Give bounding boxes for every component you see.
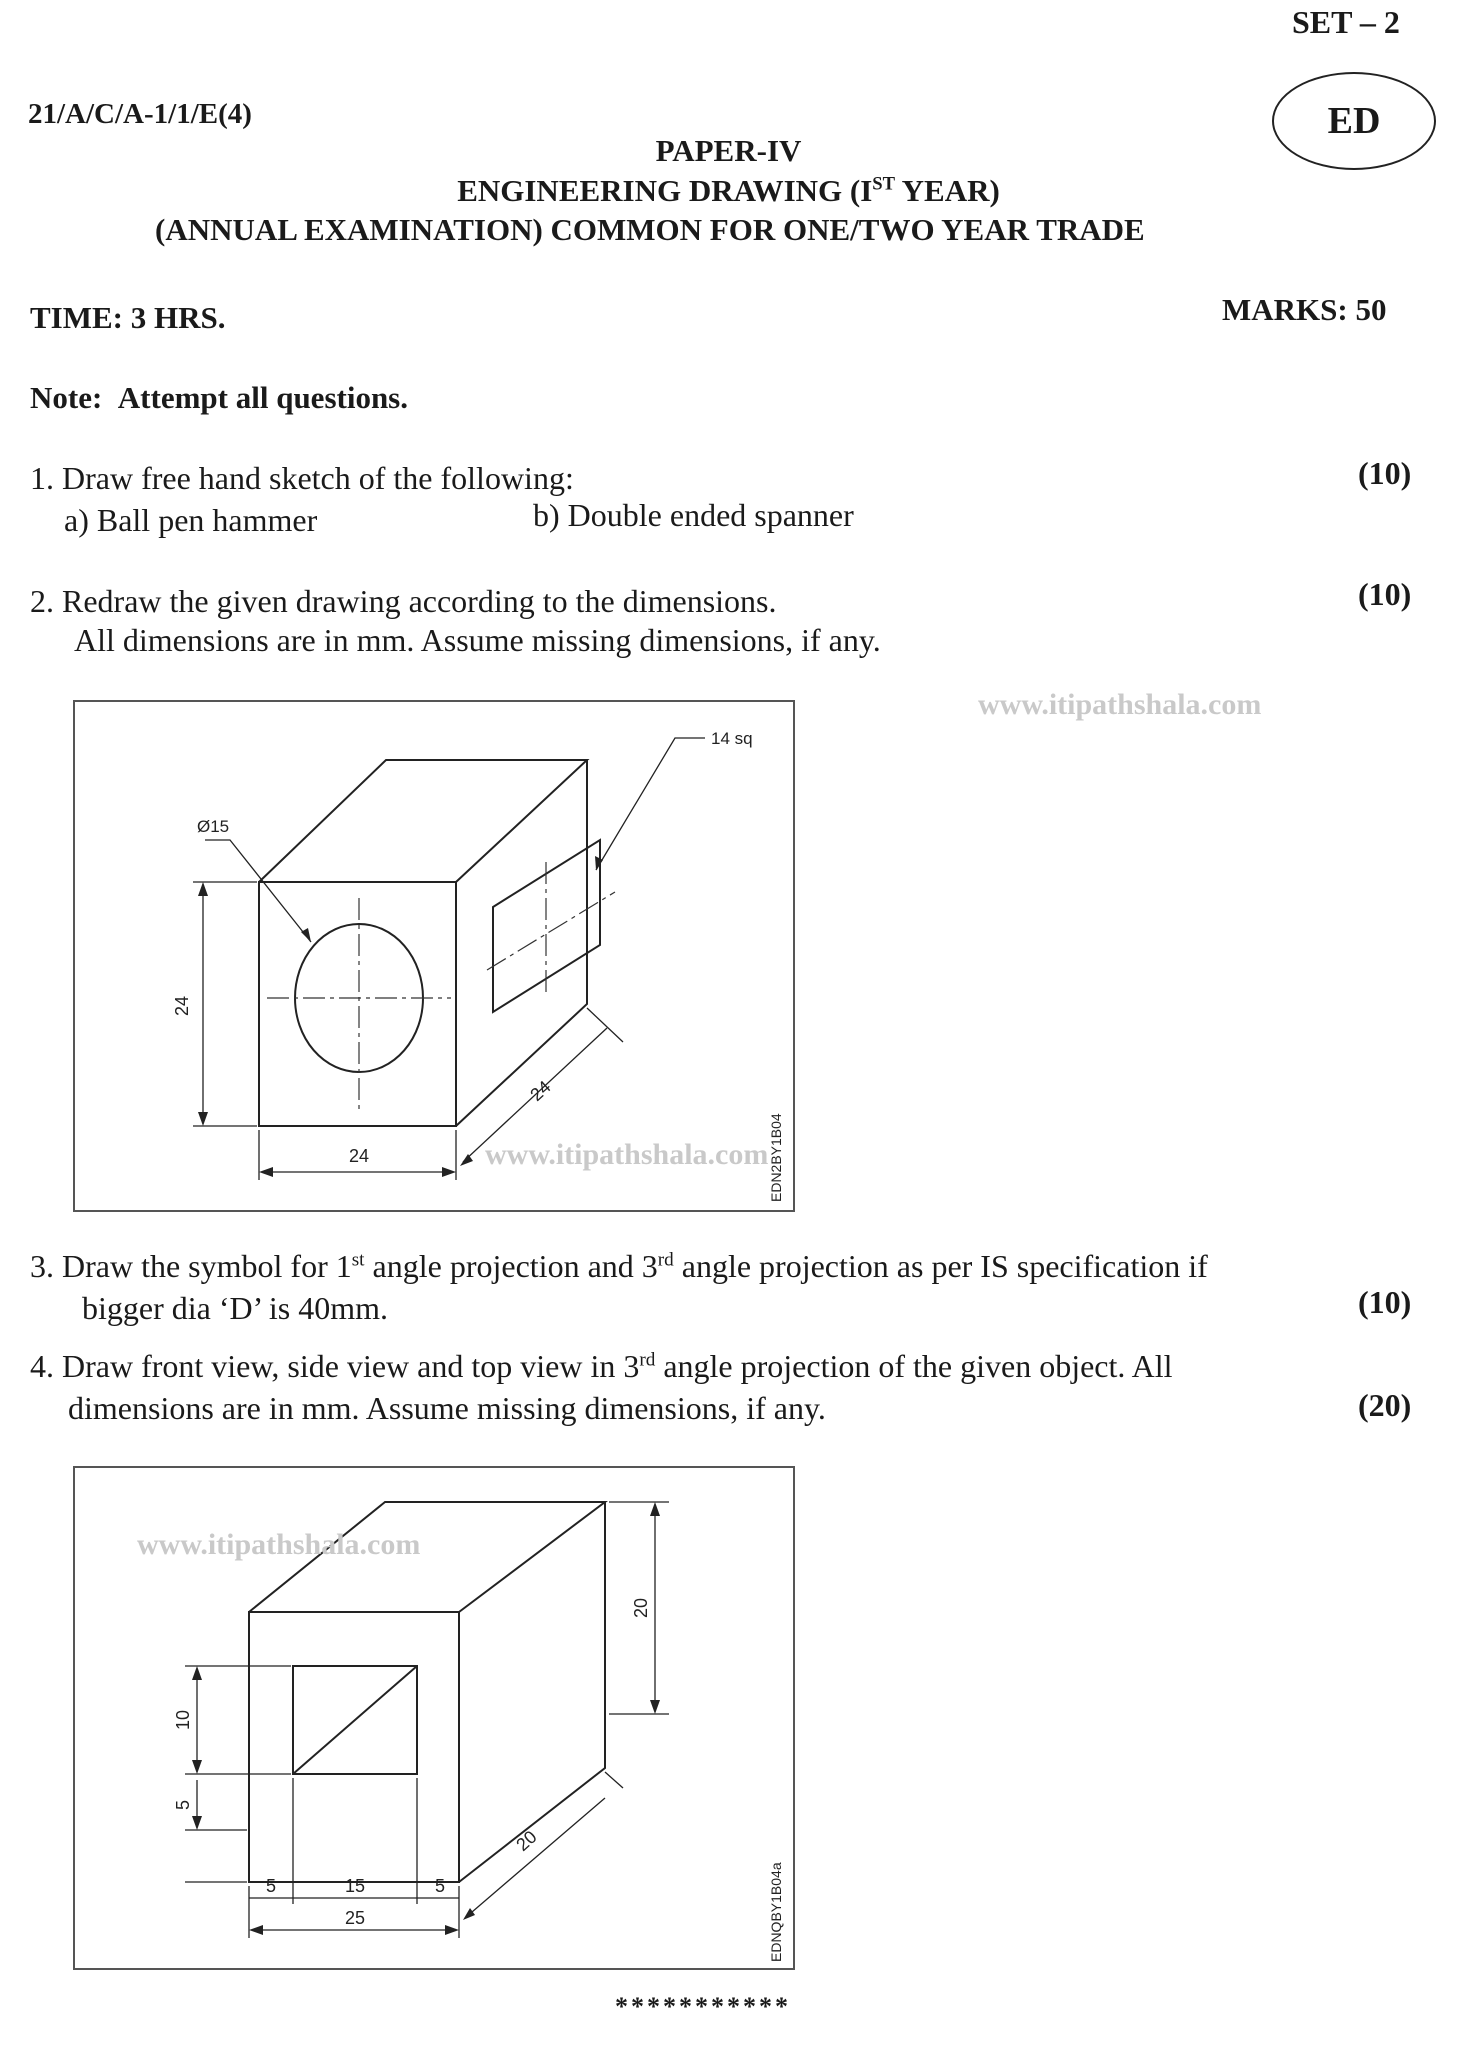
fig1-code: EDN2BY1B04 <box>768 1113 784 1202</box>
paper-number: PAPER-IV <box>655 133 802 168</box>
note <box>30 380 408 416</box>
q2-line2: All dimensions are in mm. Assume missing dimensions, if any. <box>74 622 881 658</box>
exam-title: (ANNUAL EXAMINATION) COMMON FOR ONE/TWO YEAR TRADE <box>155 212 1145 247</box>
fig2-dim-depth-line <box>465 1798 605 1918</box>
q4-t1: Draw front view, side view and top view in 3 <box>62 1348 640 1384</box>
subject-title-pre: ENGINEERING DRAWING (I <box>457 173 873 208</box>
q2-text <box>30 583 776 620</box>
paper-code: 21/A/C/A-1/1/E(4) <box>28 98 252 130</box>
fig2-code: EDNQBY1B04a <box>768 1862 784 1962</box>
q3-text <box>30 1248 1208 1285</box>
q4-marks: (20) <box>1358 1387 1412 1423</box>
q3-marks: (10) <box>1358 1284 1412 1320</box>
fig2-arrow-3 <box>192 1666 202 1680</box>
fig2-arrow-8 <box>463 1908 475 1920</box>
fig2-arrow-5 <box>192 1816 202 1830</box>
fig2-ext-depth <box>605 1772 623 1788</box>
q3-number: 3. <box>30 1248 54 1284</box>
subject-title <box>0 173 1457 209</box>
note-label: Note: <box>30 380 103 415</box>
q2-number: 2. <box>30 583 54 619</box>
fig1-front-face <box>259 882 456 1126</box>
q1-option-a: a) Ball pen hammer <box>64 502 318 538</box>
q3-line2: bigger dia ‘D’ is 40mm. <box>82 1290 389 1326</box>
q1-marks: (10) <box>1358 455 1412 491</box>
q1-text <box>30 460 574 497</box>
fig2-front-face <box>249 1612 459 1882</box>
subject-title-post: YEAR) <box>895 173 1000 208</box>
fig1-arrow-1 <box>198 882 208 896</box>
fig2-dim-left: 5 <box>266 1876 277 1896</box>
fig1-right-face <box>456 760 587 1126</box>
subject-title-sup: ST <box>872 173 896 195</box>
fig2-right-face <box>459 1502 605 1882</box>
q4-t2: angle projection of the given object. All <box>655 1348 1173 1384</box>
fig1-arrow-4 <box>442 1167 456 1177</box>
fig2-dim-right: 5 <box>435 1876 446 1896</box>
time-label: TIME: 3 HRS. <box>30 300 226 335</box>
fig2-dim-width: 25 <box>345 1908 366 1928</box>
fig1-ext-depth <box>587 1008 623 1042</box>
fig1-arrow-5 <box>301 928 311 942</box>
fig1-arrow-2 <box>198 1112 208 1126</box>
q2-marks: (10) <box>1358 576 1412 612</box>
fig2-arrow-7 <box>445 1925 459 1935</box>
fig2-dim-center: 15 <box>345 1876 366 1896</box>
q4-line2: dimensions are in mm. Assume missing dimensions, if any. <box>68 1390 826 1426</box>
watermark-3: www.itipathshala.com <box>137 1528 421 1561</box>
q4-s1: rd <box>639 1349 656 1371</box>
fig2-dim-base: 5 <box>173 1799 193 1810</box>
q3-t3: angle projection as per IS specification if <box>673 1248 1208 1284</box>
fig2-arrow-4 <box>192 1760 202 1774</box>
fig1-dim-height: 24 <box>172 995 192 1016</box>
watermark-2: www.itipathshala.com <box>485 1138 769 1171</box>
fig1-arrow-3 <box>259 1167 273 1177</box>
set-label: SET – 2 <box>1292 4 1400 40</box>
fig2-dim-window: 10 <box>173 1709 193 1730</box>
fig1-arrow-7 <box>460 1154 473 1166</box>
q3-s2: rd <box>657 1249 674 1271</box>
q1-line: Draw free hand sketch of the following: <box>62 460 574 496</box>
q1-number: 1. <box>30 460 54 496</box>
fig2-arrow-2 <box>650 1700 660 1714</box>
watermark-1: www.itipathshala.com <box>978 688 1262 721</box>
q4-number: 4. <box>30 1348 54 1384</box>
q3-t1: Draw the symbol for 1 <box>62 1248 352 1284</box>
q2-line1: Redraw the given drawing according to the dimensions. <box>62 583 777 619</box>
fig2-dim-depth: 20 <box>512 1826 541 1855</box>
footer-stars: *********** <box>615 1992 791 2021</box>
q3-t2: angle projection and 3 <box>364 1248 658 1284</box>
marks-label: MARKS: 50 <box>1222 292 1387 327</box>
fig2-dim-height: 20 <box>631 1597 651 1618</box>
fig1-dim-width: 24 <box>349 1146 370 1166</box>
fig1-top-face <box>259 760 587 882</box>
q4-text <box>30 1348 1173 1385</box>
q1-option-b: b) Double ended spanner <box>533 497 854 533</box>
fig1-dim-square: 14 sq <box>711 729 753 748</box>
figure-1 <box>73 700 795 1212</box>
note-text: Attempt all questions. <box>117 380 408 415</box>
fig2-arrow-1 <box>650 1502 660 1516</box>
fig1-leader-square <box>596 738 705 870</box>
ed-badge-text: ED <box>1327 100 1381 142</box>
figure-1-drawing <box>75 702 793 1210</box>
fig1-dim-depth: 24 <box>526 1076 555 1105</box>
fig2-arrow-6 <box>249 1925 263 1935</box>
fig2-window-diagonal <box>293 1666 417 1774</box>
q3-s1: st <box>351 1249 365 1271</box>
fig1-side-centerline-1 <box>487 892 615 970</box>
fig1-dim-circle: Ø15 <box>197 817 230 836</box>
